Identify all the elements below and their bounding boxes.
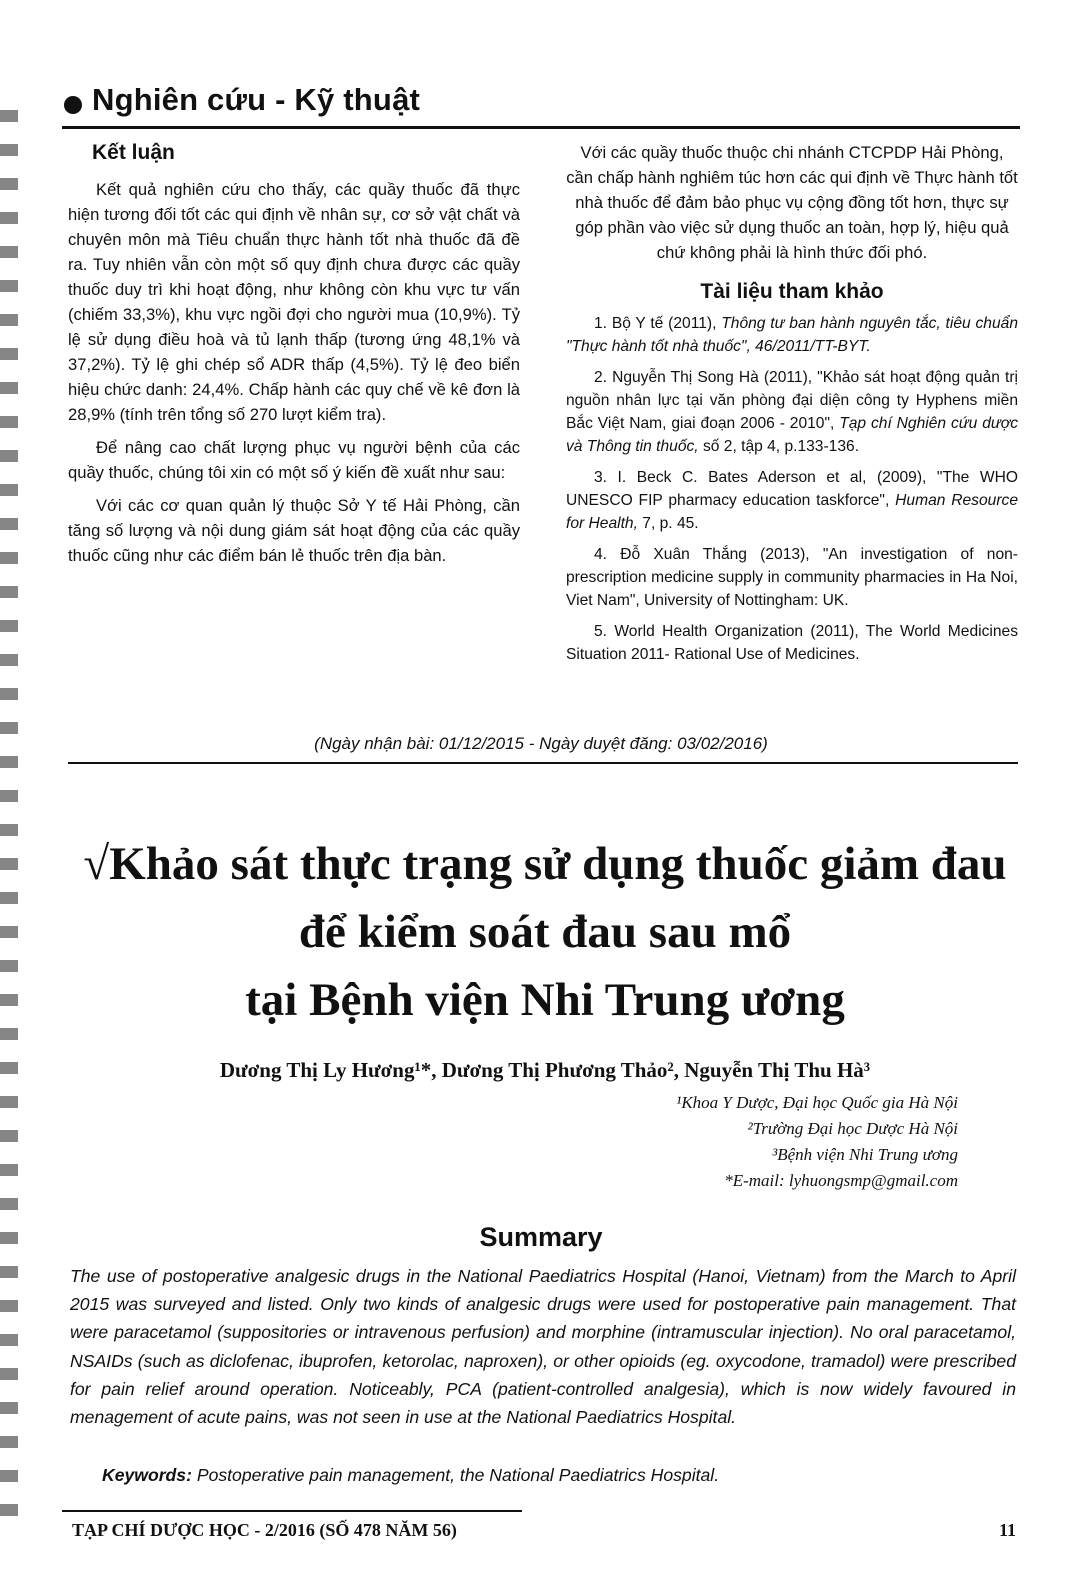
keywords-text: Postoperative pain management, the National Paediatrics Hospital.: [191, 1465, 720, 1485]
right-column: [566, 140, 1018, 674]
left-column: [68, 140, 520, 576]
divider: [68, 762, 1018, 764]
reference-item: 3. I. Beck C. Bates Aderson et al, (2009), "The WHO UNESCO FIP pharmacy education taskforce", Human Resource for Health, 7, p. 45.: [566, 469, 1018, 532]
conclusion-heading: Kết luận: [92, 141, 175, 164]
conclusion-paragraph: Kết quả nghiên cứu cho thấy, các quầy thuốc đã thực hiện tương đối tốt các qui định về nhân sự, cơ sở vật chất và chuyên môn mà Tiêu chuẩn thực hành tốt nhà thuốc đã đề ra. Tuy nhiên vẫn còn một số quy định chưa được các quầy thuốc duy trì khi hoạt động, như không còn khu vực tư vấn (chiếm 33,3%), khu vực ngồi đợi cho người mua (10,9%). Tỷ lệ sử dụng điều hoà và tủ lạnh thấp (tương ứng 48,1% và 37,2%). Tỷ lệ ghi chép sổ ADR thấp (4,5%). Tỷ lệ đeo biển hiệu chức danh: 24,4%. Chấp hành các quy chế về kê đơn là 28,9% (tính trên tổng số 270 lượt kiểm tra).: [68, 180, 520, 424]
reference-item: 4. Đỗ Xuân Thắng (2013), "An investigation of non-prescription medicine supply in community pharmacies in Ha Noi, Viet Nam", University of Nottingham: UK.: [566, 546, 1018, 609]
affiliation: ²Trường Đại học Dược Hà Nội: [747, 1119, 958, 1138]
title-line: √Khảo sát thực trạng sử dụng thuốc giảm đau: [83, 838, 1007, 890]
journal-name: TẠP CHÍ DƯỢC HỌC - 2/2016 (SỐ 478 NĂM 56): [72, 1520, 457, 1540]
received-dates: (Ngày nhận bài: 01/12/2015 - Ngày duyệt đăng: 03/02/2016): [314, 734, 768, 753]
email: *E-mail: lyhuongsmp@gmail.com: [724, 1171, 958, 1190]
binding-edge-marks: [0, 100, 18, 1530]
recommendation-paragraph: Với các quầy thuốc thuộc chi nhánh CTCPDP Hải Phòng, cần chấp hành nghiêm túc hơn các qui định về Thực hành tốt nhà thuốc để đảm bảo phục vụ cộng đồng tốt hơn, thực sự góp phần vào việc sử dụng thuốc an toàn, hợp lý, hiệu quả chứ không phải là hình thức đối phó.: [566, 143, 1018, 262]
affiliation: ¹Khoa Y Dược, Đại học Quốc gia Hà Nội: [676, 1093, 958, 1112]
summary-text: The use of postoperative analgesic drugs in the National Paediatrics Hospital (Hanoi, Vietnam) from the March to April 2015 was surveyed and listed. Only two kinds of analgesic drugs were used for postoperative pain management. That were paracetamol (suppositories or intravenous perfusion) and morphine (intramuscular injection). No oral paracetamol, NSAIDs (such as diclofenac, ibuprofen, ketorolac, naproxen), or other opioids (eg. oxycodone, tramadol) were prescribed for pain relief around operation. Noticeably, PCA (patient-controlled analgesia), which is now widely favoured in menagement of acute pains, was not seen in use at the National Paediatrics Hospital.: [70, 1266, 1016, 1428]
page-number: 11: [998, 1520, 1016, 1540]
affiliations: [676, 1090, 958, 1194]
authors: Dương Thị Ly Hương¹*, Dương Thị Phương Thảo², Nguyễn Thị Thu Hà³: [219, 1058, 871, 1082]
bullet-icon: [64, 96, 82, 114]
reference-item: 1. Bộ Y tế (2011), Thông tư ban hành nguyên tắc, tiêu chuẩn "Thực hành tốt nhà thuốc", 46/2011/TT-BYT.: [566, 315, 1019, 355]
reference-item: 2. Nguyễn Thị Song Hà (2011), "Khảo sát hoạt động quản trị nguồn nhân lực tại văn phòng đại diện công ty Hyphens miền Bắc Việt Nam, giai đoạn 2006 - 2010", Tạp chí Nghiên cứu dược và Thông tin thuốc, số 2, tập 4, p.133-136.: [566, 369, 1018, 455]
title-line: để kiểm soát đau sau mổ: [298, 906, 792, 958]
title-line: tại Bệnh viện Nhi Trung ương: [245, 974, 845, 1026]
article-title: [40, 830, 1050, 1034]
affiliation: ³Bệnh viện Nhi Trung ương: [772, 1145, 958, 1164]
section-title: Nghiên cứu - Kỹ thuật: [92, 82, 421, 117]
reference-item: 5. World Health Organization (2011), The World Medicines Situation 2011- Rational Use of Medicines.: [566, 623, 1018, 663]
section-header: [62, 82, 1020, 129]
keywords: [70, 1462, 1016, 1488]
references-heading: Tài liệu tham khảo: [700, 280, 884, 303]
keywords-label: Keywords:: [102, 1465, 192, 1485]
footer-rule: [62, 1510, 522, 1512]
conclusion-paragraph: Để nâng cao chất lượng phục vụ người bệnh của các quầy thuốc, chúng tôi xin có một số ý kiến đề xuất như sau:: [68, 438, 520, 482]
conclusion-paragraph: Với các cơ quan quản lý thuộc Sở Y tế Hải Phòng, cần tăng số lượng và nội dung giám sát hoạt động của các quầy thuốc cũng như các điểm bán lẻ thuốc trên địa bàn.: [68, 496, 520, 565]
summary-heading: Summary: [479, 1222, 603, 1252]
